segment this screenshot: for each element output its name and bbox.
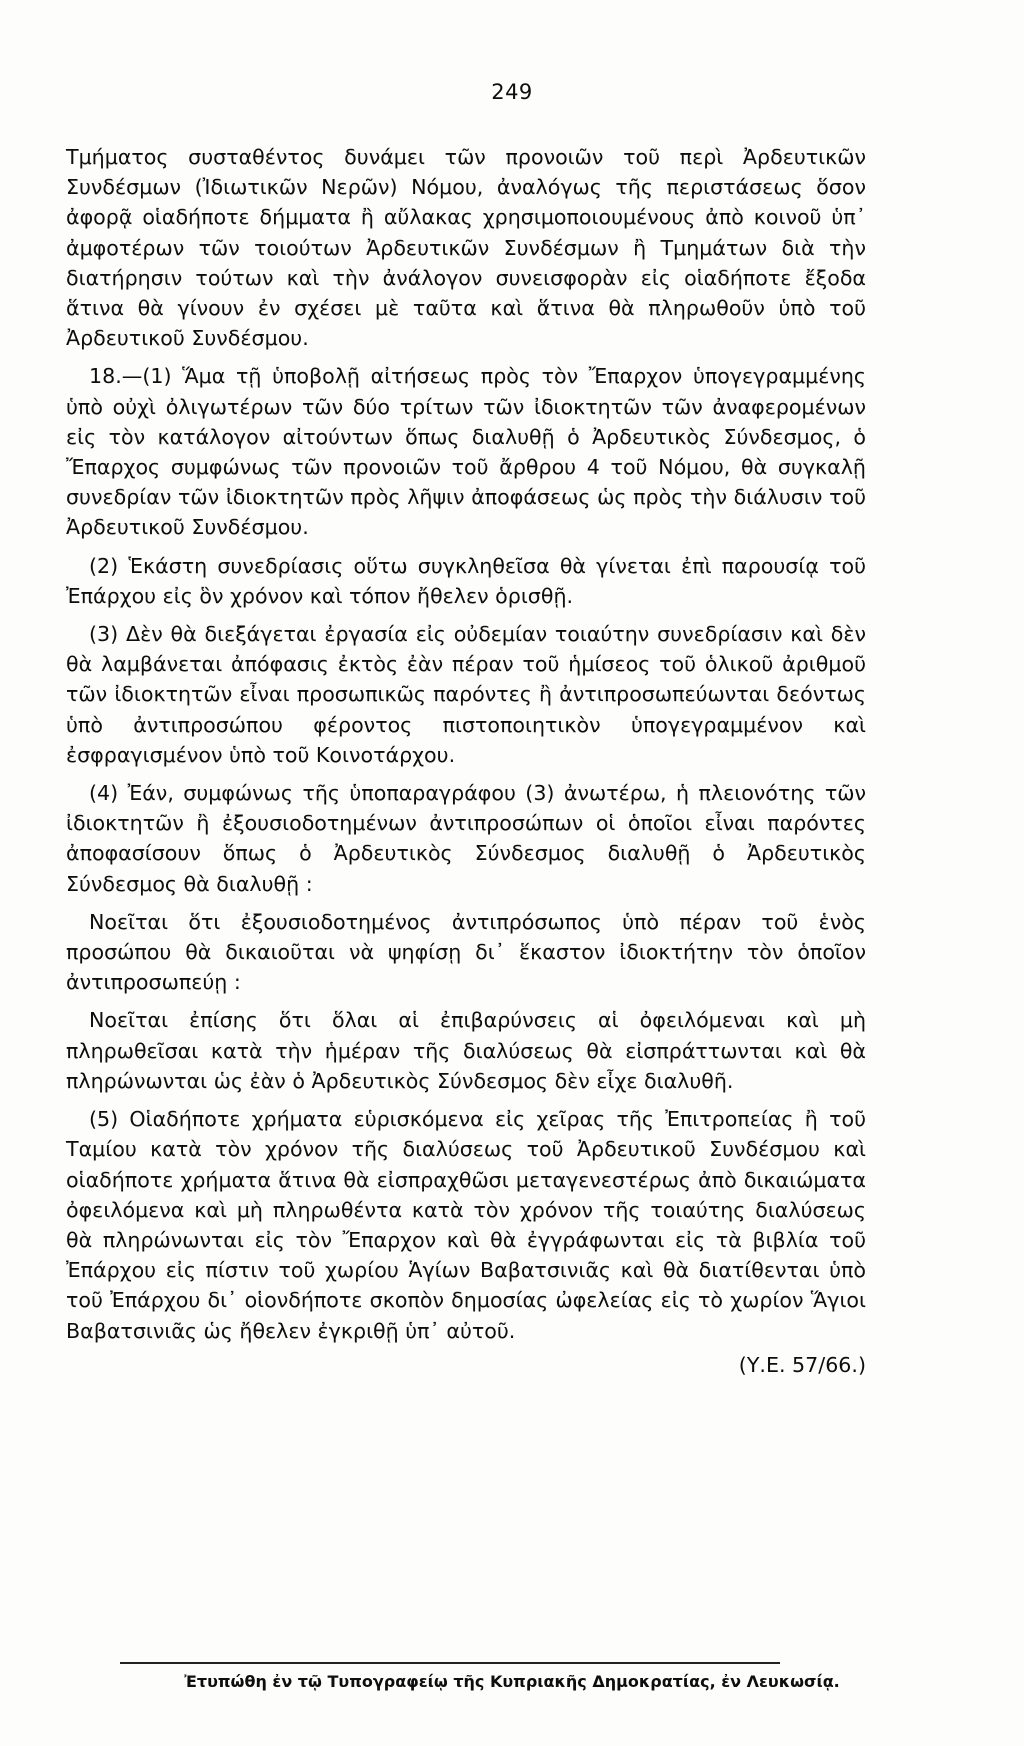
printer-imprint: Ἐτυπώθη ἐν τῷ Τυπογραφείῳ τῆς Κυπριακῆς Δημοκρατίας, ἐν Λευκωσίᾳ. [184, 1672, 840, 1691]
page-number: 249 [491, 80, 533, 104]
paragraph-proviso-2: Νοεῖται ἐπίσης ὅτι ὅλαι αἱ ἐπιβαρύνσεις αἱ ὀφειλόμεναι καὶ μὴ πληρωθεῖσαι κατὰ τὴν ἡμέραν τῆς διαλύσεως θὰ εἰσπράττωνται καὶ θὰ πληρώνωνται ὡς ἐὰν ὁ Ἀρδευτικὸς Σύνδεσμος δὲν εἶχε διαλυθῆ. [66, 1008, 866, 1093]
paragraph-section-18-3: (3) Δὲν θὰ διεξάγεται ἐργασία εἰς οὐδεμίαν τοιαύτην συνεδρίασιν καὶ δὲν θὰ λαμβάνεται ἀπόφασις ἐκτὸς ἐὰν πέραν τοῦ ἡμίσεος τοῦ ὁλικοῦ ἀριθμοῦ τῶν ἰδιοκτητῶν εἶναι προσωπικῶς παρόντες ἢ ἀντιπροσωπεύωνται δεόντως ὑπὸ ἀντιπροσώπου φέροντος πιστοποιητικὸν ὑπογεγραμμένον καὶ ἐσφραγισμένον ὑπὸ τοῦ Κοινοτάρχου. [66, 622, 866, 767]
paragraph-continuation: Τμήματος συσταθέντος δυνάμει τῶν προνοιῶν τοῦ περὶ Ἀρδευτικῶν Συνδέσμων (Ἰδιωτικῶν Νερῶν) Νόμου, ἀναλόγως τῆς περιστάσεως ὅσον ἀφορᾷ οἱαδήποτε δήμματα ἢ αὔλακας χρησιμοποιουμένους ἀπὸ κοινοῦ ὑπ᾽ ἀμφοτέρων τῶν τοιούτων Ἀρδευτικῶν Συνδέσμων ἢ Τμημάτων διὰ τὴν διατήρησιν τούτων καὶ τὴν ἀνάλογον συνεισφορὰν εἰς οἱαδήποτε ἔξοδα ἅτινα θὰ γίνουν ἐν σχέσει μὲ ταῦτα καὶ ἅτινα θὰ πληρωθοῦν ὑπὸ τοῦ Ἀρδευτικοῦ Συνδέσμου. [66, 145, 866, 351]
footer-divider [120, 1662, 780, 1664]
paragraph-section-18-1: 18.—(1) Ἅμα τῇ ὑποβολῇ αἰτήσεως πρὸς τὸν Ἔπαρχον ὑπογεγραμμένης ὑπὸ οὐχὶ ὀλιγωτέρων τῶν δύο τρίτων τῶν ἰδιοκτητῶν τῶν ἀναφερομένων εἰς τὸν κατάλογον αἰτούντων ὅπως διαλυθῇ ὁ Ἀρδευτικὸς Σύνδεσμος, ὁ Ἔπαρχος συμφώνως τῶν προνοιῶν τοῦ ἄρθρου 4 τοῦ Νόμου, θὰ συγκαλῇ συνεδρίαν τῶν ἰδιοκτητῶν πρὸς λῆψιν ἀποφάσεως ὡς πρὸς τὴν διάλυσιν τοῦ Ἀρδευτικοῦ Συνδέσμου. [66, 364, 866, 540]
body-text [66, 142, 866, 1388]
paragraph-section-18-4: (4) Ἐάν, συμφώνως τῆς ὑποπαραγράφου (3) ἀνωτέρω, ἡ πλειονότης τῶν ἰδιοκτητῶν ἢ ἐξουσιοδοτημένων ἀντιπροσώπων οἱ ὁποῖοι εἶναι παρόντες ἀποφασίσουν ὅπως ὁ Ἀρδευτικὸς Σύνδεσμος διαλυθῇ ὁ Ἀρδευτικὸς Σύνδεσμος θὰ διαλυθῇ : [66, 781, 866, 896]
paragraph-proviso-1: Νοεῖται ὅτι ἐξουσιοδοτημένος ἀντιπρόσωπος ὑπὸ πέραν τοῦ ἑνὸς προσώπου θὰ δικαιοῦται νὰ ψηφίσῃ δι᾽ ἕκαστον ἰδιοκτήτην τὸν ὁποῖον ἀντιπροσωπεύῃ : [66, 909, 866, 995]
paragraph-section-18-5: (5) Οἱαδήποτε χρήματα εὑρισκόμενα εἰς χεῖρας τῆς Ἐπιτροπείας ἢ τοῦ Ταμίου κατὰ τὸν χρόνον τῆς διαλύσεως τοῦ Ἀρδευτικοῦ Συνδέσμου καὶ οἱαδήποτε χρήματα ἅτινα θὰ εἰσπραχθῶσι μεταγενεστέρως ἀπὸ δικαιώματα ὀφειλόμενα καὶ μὴ πληρωθέντα κατὰ τὸν χρόνον τῆς τοιαύτης διαλύσεως θὰ πληρώνωνται εἰς τὸν Ἔπαρχον καὶ θὰ ἐγγράφωνται εἰς τὰ βιβλία τοῦ Ἐπάρχου εἰς πίστιν τοῦ χωρίου Ἁγίων Βαβατσινιᾶς καὶ θὰ διατίθενται ὑπὸ τοῦ Ἐπάρχου δι᾽ οἱονδήποτε σκοπὸν δημοσίας ὠφελείας εἰς τὸ χωρίον Ἅγιοι Βαβατσινιᾶς ὡς ἤθελεν ἐγκριθῇ ὑπ᾽ αὐτοῦ. [66, 1107, 866, 1343]
reference-number: (Υ.Ε. 57/66.) [738, 1352, 866, 1377]
paragraph-section-18-2: (2) Ἑκάστη συνεδρίασις οὕτω συγκληθεῖσα θὰ γίνεται ἐπὶ παρουσίᾳ τοῦ Ἐπάρχου εἰς ὃν χρόνον καὶ τόπον ἤθελεν ὁρισθῇ. [66, 553, 866, 608]
